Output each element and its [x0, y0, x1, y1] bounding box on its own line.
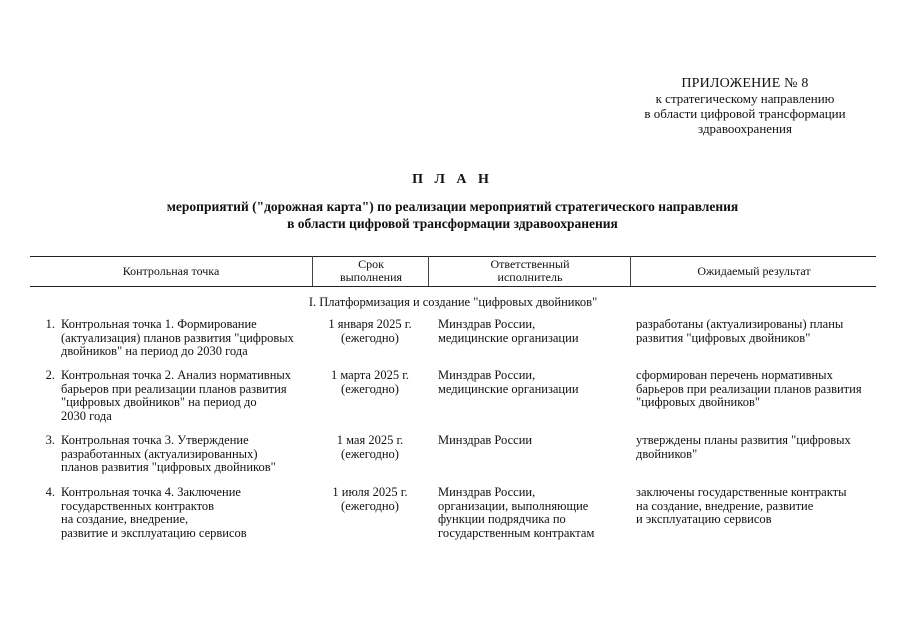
row-result: утверждены планы развития "цифровых двойников" [636, 433, 851, 461]
header-result: Ожидаемый результат [630, 256, 877, 286]
row-deadline: 1 марта 2025 г. (ежегодно) [330, 368, 410, 396]
row-checkpoint: Контрольная точка 4. Заключение государственных контрактов на создание, внедрение, развитие и эксплуатацию сервисов [61, 485, 247, 540]
header-deadline: Срок выполнения [312, 256, 429, 286]
appendix-line: к стратегическому направлению [655, 91, 835, 106]
row-number: 4. [45, 485, 55, 499]
plan-title: П Л А Н [412, 172, 493, 187]
row-number: 2. [45, 368, 55, 382]
row-deadline: 1 января 2025 г. (ежегодно) [328, 317, 412, 345]
row-number: 1. [45, 317, 55, 331]
row-result: разработаны (актуализированы) планы развития "цифровых двойников" [636, 317, 844, 345]
row-deadline: 1 мая 2025 г. (ежегодно) [336, 433, 404, 461]
row-checkpoint: Контрольная точка 3. Утверждение разработанных (актуализированных) планов развития "цифровых двойников" [61, 433, 276, 474]
row-checkpoint: Контрольная точка 2. Анализ нормативных барьеров при реализации планов развития "цифровых двойников" на период до 2030 года [61, 368, 292, 423]
row-responsible: Минздрав России [438, 433, 533, 447]
appendix-block [590, 76, 900, 136]
row-responsible: Минздрав России, медицинские организации [438, 317, 579, 345]
row-responsible: Минздрав России, организации, выполняющие функции подрядчика по государственным контрактам [438, 485, 595, 540]
header-checkpoint: Контрольная точка [122, 263, 220, 278]
section-title: I. Платформизация и создание "цифровых двойников" [308, 295, 598, 309]
row-checkpoint: Контрольная точка 1. Формирование (актуализация) планов развития "цифровых двойников" на период до 2030 года [61, 317, 294, 358]
row-responsible: Минздрав России, медицинские организации [438, 368, 579, 396]
header-responsible: Ответственный исполнитель [428, 256, 631, 286]
table-header-rule [30, 286, 876, 287]
row-result: сформирован перечень нормативных барьеров при реализации планов развития "цифровых двойников" [636, 368, 862, 409]
plan-subtitle-line: мероприятий ("дорожная карта") по реализации мероприятий стратегического направления [166, 199, 739, 214]
row-deadline: 1 июля 2025 г. (ежегодно) [332, 485, 408, 513]
row-result: заключены государственные контракты на создание, внедрение, развитие и эксплуатацию сервисов [636, 485, 847, 526]
plan-subtitle [0, 198, 905, 232]
appendix-line: в области цифровой трансформации [644, 106, 846, 121]
plan-subtitle-line: в области цифровой трансформации здравоохранения [287, 216, 618, 231]
row-number: 3. [45, 433, 55, 447]
appendix-title: ПРИЛОЖЕНИЕ № 8 [681, 76, 809, 91]
appendix-line: здравоохранения [698, 121, 792, 136]
